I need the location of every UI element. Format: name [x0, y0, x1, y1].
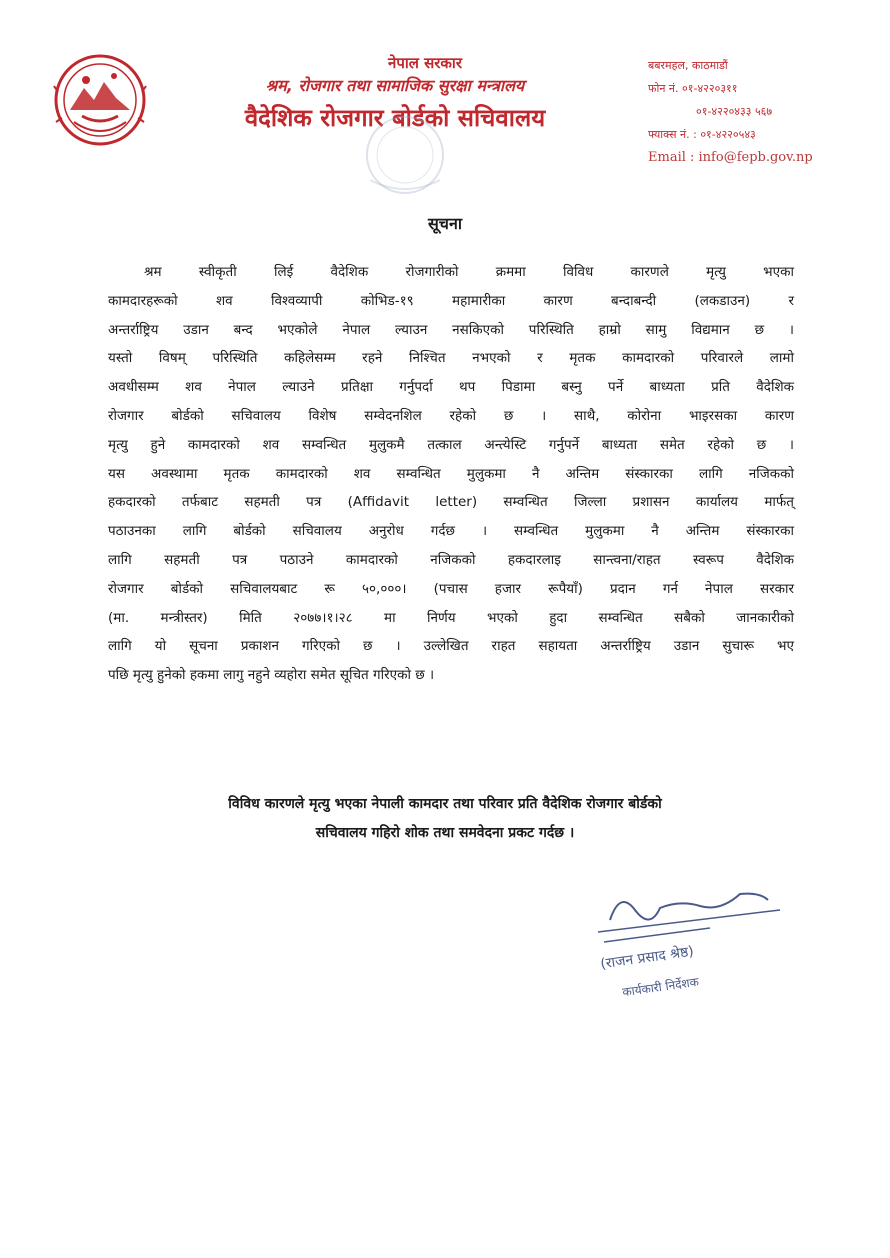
condolence-line-1: विविध कारणले मृत्यु भएका नेपाली कामदार तथा परिवार प्रति वैदेशिक रोजगार बोर्डको: [228, 796, 662, 812]
signature-scribble-icon: [590, 880, 790, 950]
condolence-message: [100, 790, 790, 848]
body-line: लागि सहमती पत्र पठाउने कामदारको नजिकको हकदारलाइ सान्त्वना/राहत स्वरूप वैदेशिक: [108, 551, 794, 568]
fax-label: फ्याक्स नं. :: [648, 128, 697, 141]
board-name: वैदेशिक रोजगार बोर्डको सचिवालय: [244, 104, 546, 132]
condolence-line-2: सचिवालय गहिरो शोक तथा समवेदना प्रकट गर्दछ ।: [315, 825, 575, 841]
body-line: रोजगार बोर्डको सचिवालय विशेष सम्वेदनशिल रहेको छ । साथै, कोरोना भाइरसका कारण: [108, 407, 794, 424]
contact-block: [648, 54, 880, 169]
body-line: रोजगार बोर्डको सचिवालयबाट रू ५०,०००। (पचास हजार रूपैयाँ) प्रदान गर्न नेपाल सरकार: [108, 580, 794, 597]
body-line: हकदारको तर्फबाट सहमती पत्र (Affidavit letter) सम्वन्धित जिल्ला प्रशासन कार्यालय मार्फत्: [108, 494, 794, 511]
body-line: अवधीसम्म शव नेपाल ल्याउने प्रतिक्षा गर्नुपर्दा थप पिडामा बस्नु पर्ने बाध्यता प्रति वैदेशिक: [108, 379, 794, 396]
body-line: मृत्यु हुने कामदारको शव सम्वन्धित मुलुकमै तत्काल अन्त्येस्टि गर्नुपर्ने बाध्यता समेत रहेको छ ।: [108, 436, 794, 453]
signatory-name: (राजन प्रसाद श्रेष्ठ): [599, 943, 695, 973]
phone-2: ०१-४२२०४३३ ५६७: [696, 105, 773, 118]
notice-title: सूचना: [427, 214, 462, 233]
fax-line: [648, 123, 880, 146]
phone-line-1: [648, 77, 880, 100]
body-line: श्रम स्वीकृती लिई वैदेशिक रोजगारीको क्रममा विविध कारणले मृत्यु भएका: [144, 264, 794, 280]
phone-label: फोन नं.: [648, 82, 679, 95]
address: बबरमहल, काठमाडौं: [648, 59, 728, 72]
body-line: यस्तो विषम् परिस्थिति कहिलेसम्म रहने निश्चित नभएको र मृतक कामदारको परिवारले लामो: [108, 350, 794, 367]
body-line: पठाउनका लागि बोर्डको सचिवालय अनुरोध गर्दछ । सम्वन्धित मुलुकमा नै अन्तिम संस्कारका: [108, 523, 794, 540]
body-line: पछि मृत्यु हुनेको हकमा लागु नहुने व्यहोरा समेत सूचित गरिएको छ ।: [108, 667, 435, 684]
body-line: लागि यो सूचना प्रकाशन गरिएको छ । उल्लेखित राहत सहायता अन्तर्राष्ट्रिय उडान सुचारू भए: [108, 638, 794, 655]
ministry-name: श्रम, रोजगार तथा सामाजिक सुरक्षा मन्त्रालय: [265, 76, 525, 95]
body-line: कामदारहरूको शव विश्वव्यापी कोभिड-१९ महामारीका कारण बन्दाबन्दी (लकडाउन) र: [108, 292, 794, 309]
nepal-emblem-icon: [52, 52, 148, 148]
signatory-title: कार्यकारी निर्देशक: [621, 974, 700, 1000]
body-line: (मा. मन्त्रीस्तर) मिति २०७७।१।२८ मा निर्णय भएको हुदा सम्वन्धित सबैको जानकारीको: [108, 609, 794, 626]
phone-1: ०१-४२२०३११: [682, 82, 738, 95]
body-line: यस अवस्थामा मृतक कामदारको शव सम्वन्धित मुलुकमा नै अन्तिम संस्कारका लागि नजिकको: [108, 465, 794, 482]
body-line: अन्तर्राष्ट्रिय उडान बन्द भएकोले नेपाल ल्याउन नसकिएको परिस्थिति हाम्रो सामु विद्यमान छ ।: [108, 321, 794, 338]
notice-body: [108, 258, 794, 690]
fax-number: ०१-४२२०५४३: [700, 128, 756, 141]
government-name: नेपाल सरकार: [388, 54, 462, 72]
faded-stamp-icon: [330, 110, 480, 200]
email: Email : info@fepb.gov.np: [648, 150, 813, 165]
